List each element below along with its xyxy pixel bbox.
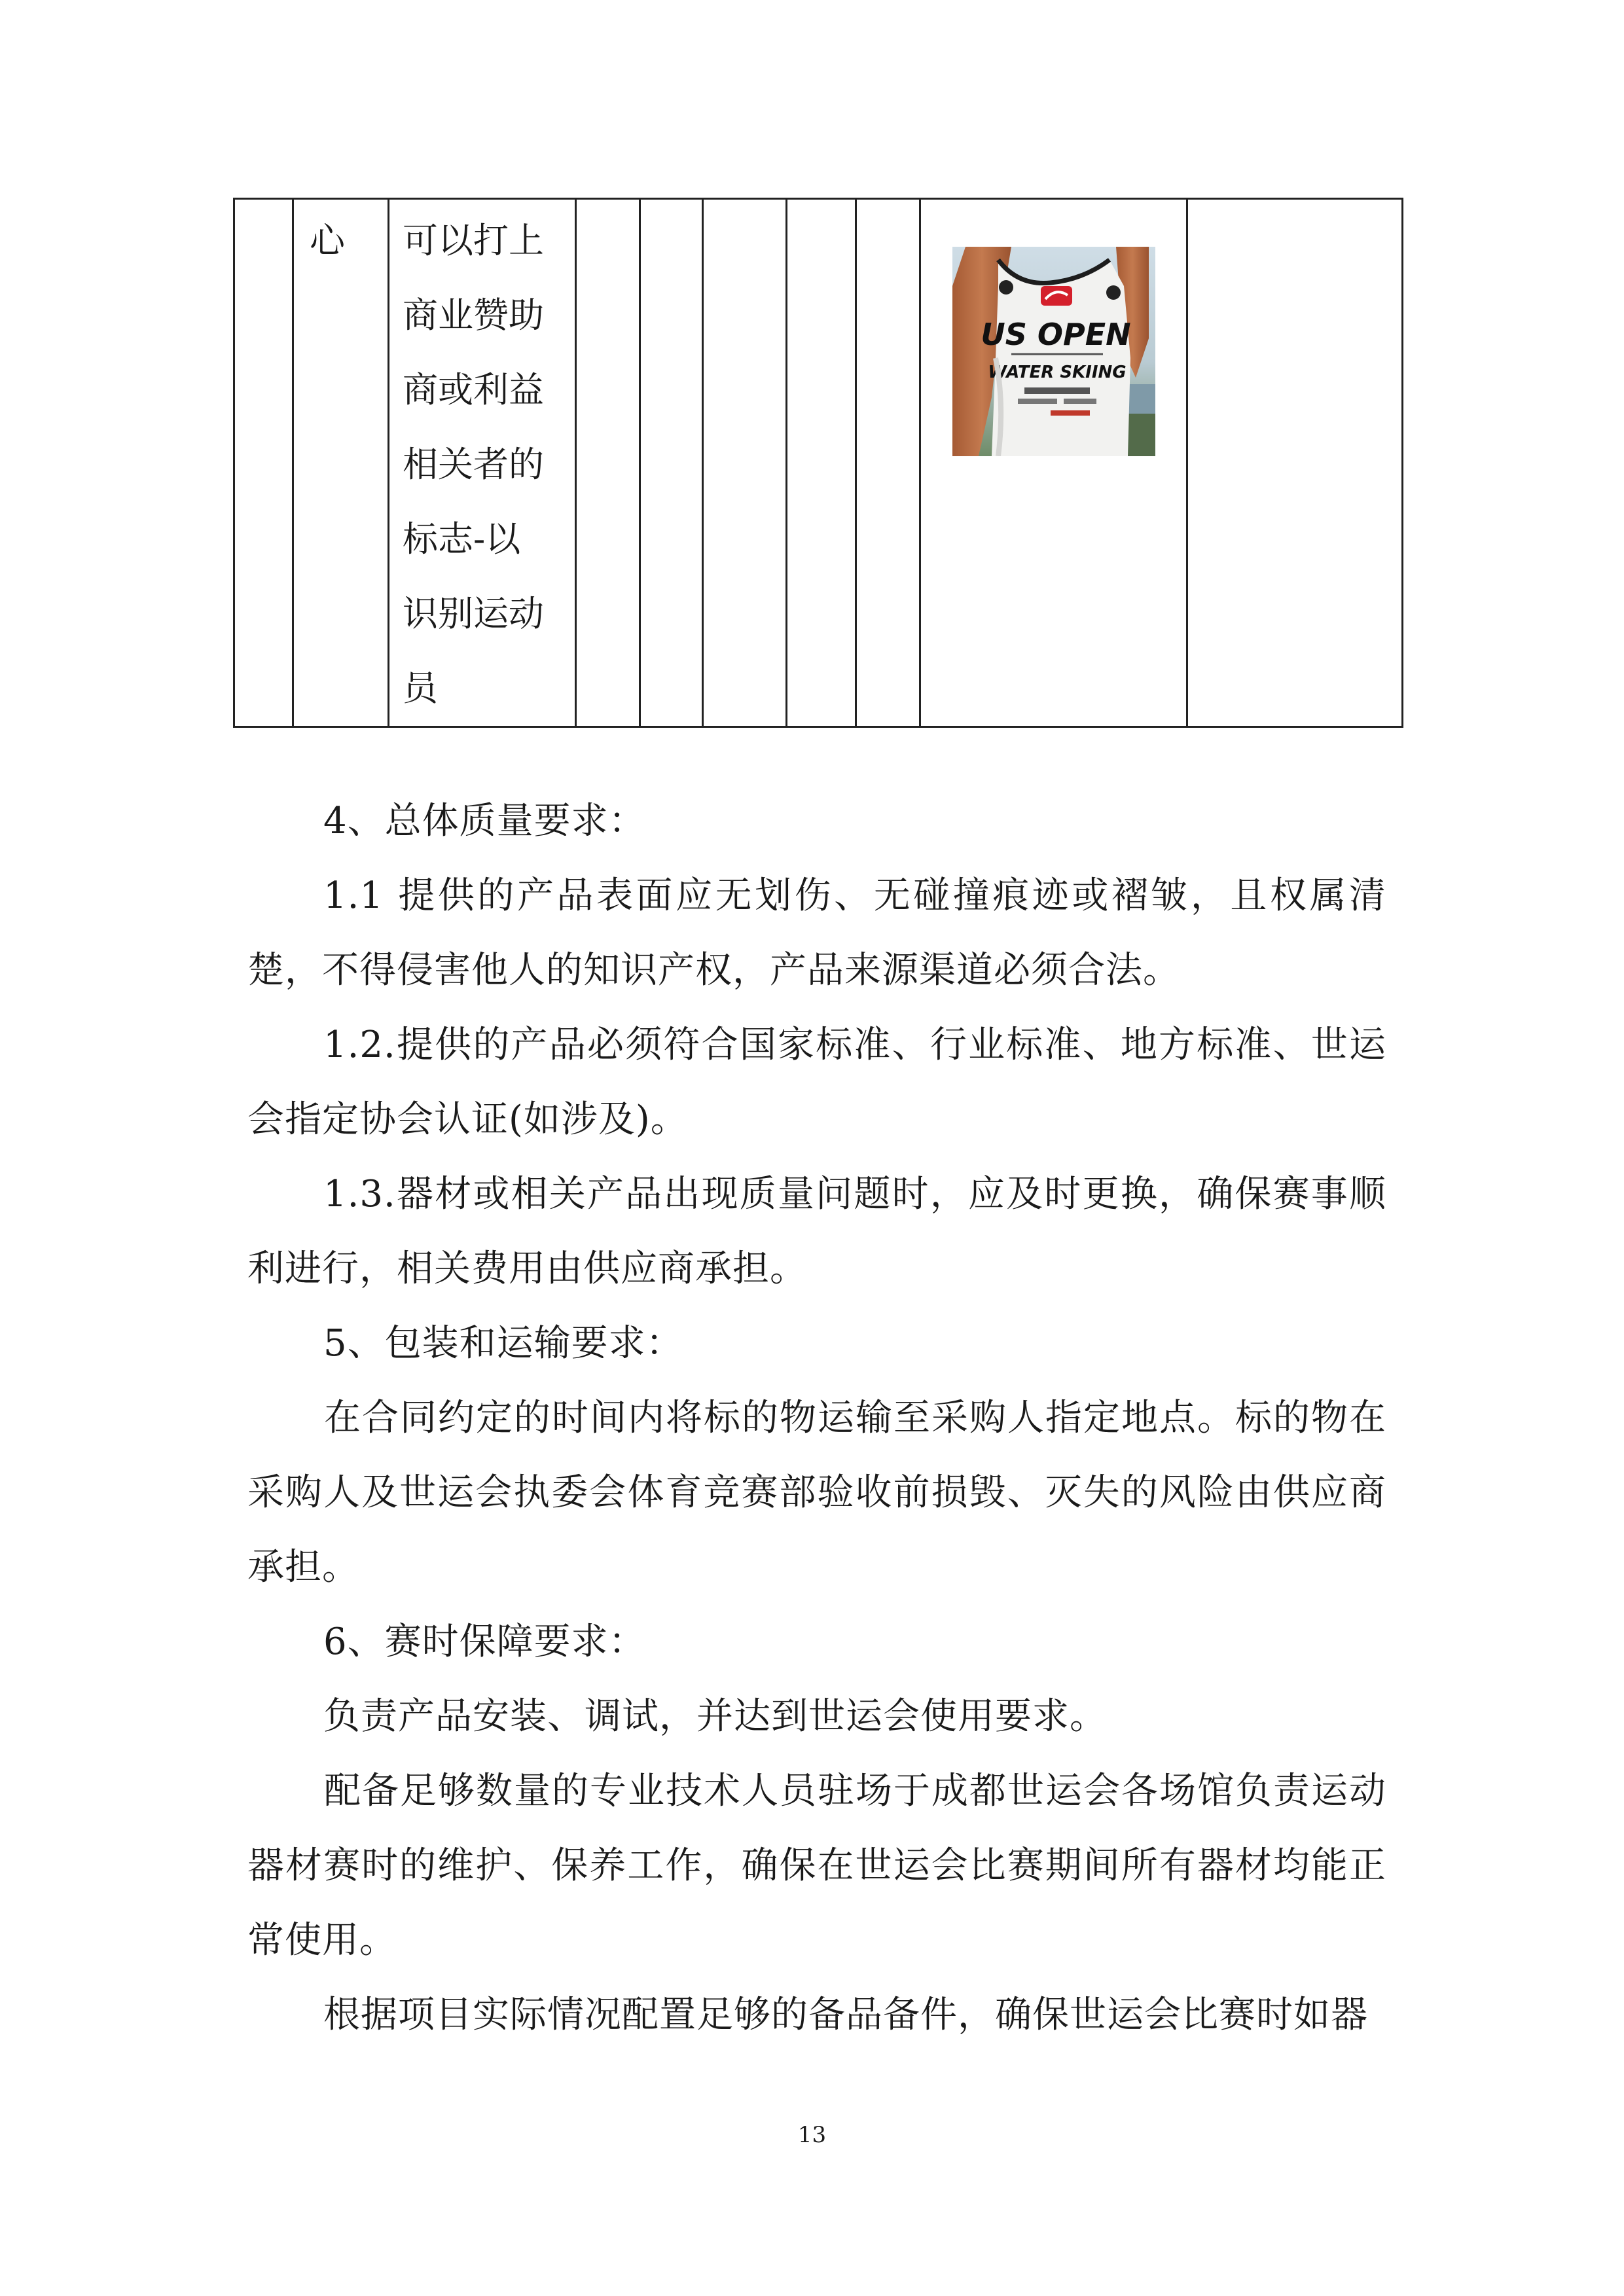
paragraph-spares [247,1978,1386,2053]
paragraph-install [247,1679,1386,1754]
table-cell-10 [1187,199,1403,727]
svg-text:US OPEN: US OPEN [981,317,1131,352]
paragraph-text: 6、赛时保障要求： [323,1621,646,1663]
table-cell-7 [787,199,856,727]
table-cell-3 [389,199,576,727]
cell-text-description: 可以打上 商业赞助 商或利益 相关者的 标志-以 识别运动 员 [403,220,544,709]
section-heading-support [247,1605,1386,1679]
paragraph-text: 在合同约定的时间内将标的物运输至采购人指定地点。标的物在采购人及世运会执委会体育竞赛部验收前损毁、灭失的风险由供应商承担。 [247,1397,1386,1588]
paragraph-transport [247,1381,1386,1605]
table-cell-8 [856,199,920,727]
spec-table [233,198,1403,728]
svg-text:WATER SKIING: WATER SKIING [988,363,1127,382]
section-heading-quality [247,784,1386,859]
table-row [234,199,1403,727]
paragraph-text: 1.2.提供的产品必须符合国家标准、行业标准、地方标准、世运会指定协会认证(如涉及)。 [247,1024,1386,1141]
section-heading-packaging [247,1306,1386,1381]
paragraph-1-1 [247,859,1386,1008]
paragraph-1-3 [247,1157,1386,1306]
paragraph-1-2 [247,1008,1386,1157]
table-cell-4 [576,199,640,727]
table-cell-2 [293,199,389,727]
table-cell-9 [920,199,1187,727]
table-cell-1 [234,199,293,727]
table-cell-6 [703,199,787,727]
paragraph-text: 负责产品安装、调试，并达到世运会使用要求。 [323,1695,1107,1738]
paragraph-text: 4、总体质量要求： [323,800,646,842]
paragraph-text: 根据项目实际情况配置足够的备品备件，确保世运会比赛时如器 [323,1994,1368,2036]
paragraph-staff [247,1754,1386,1978]
table-cell-5 [640,199,703,727]
cell-text-center: 心 [310,220,345,261]
page-number: 13 [797,2122,827,2148]
paragraph-text: 1.3.器材或相关产品出现质量问题时，应及时更换，确保赛事顺利进行，相关费用由供应商承担。 [247,1173,1386,1290]
jersey-photo [952,247,1155,456]
paragraph-text: 1.1 提供的产品表面应无划伤、无碰撞痕迹或褶皱，且权属清楚，不得侵害他人的知识产权，产品来源渠道必须合法。 [247,874,1386,992]
paragraph-text: 配备足够数量的专业技术人员驻场于成都世运会各场馆负责运动器材赛时的维护、保养工作，确保在世运会比赛期间所有器材均能正常使用。 [247,1770,1386,1962]
paragraph-text: 5、包装和运输要求： [323,1322,683,1365]
